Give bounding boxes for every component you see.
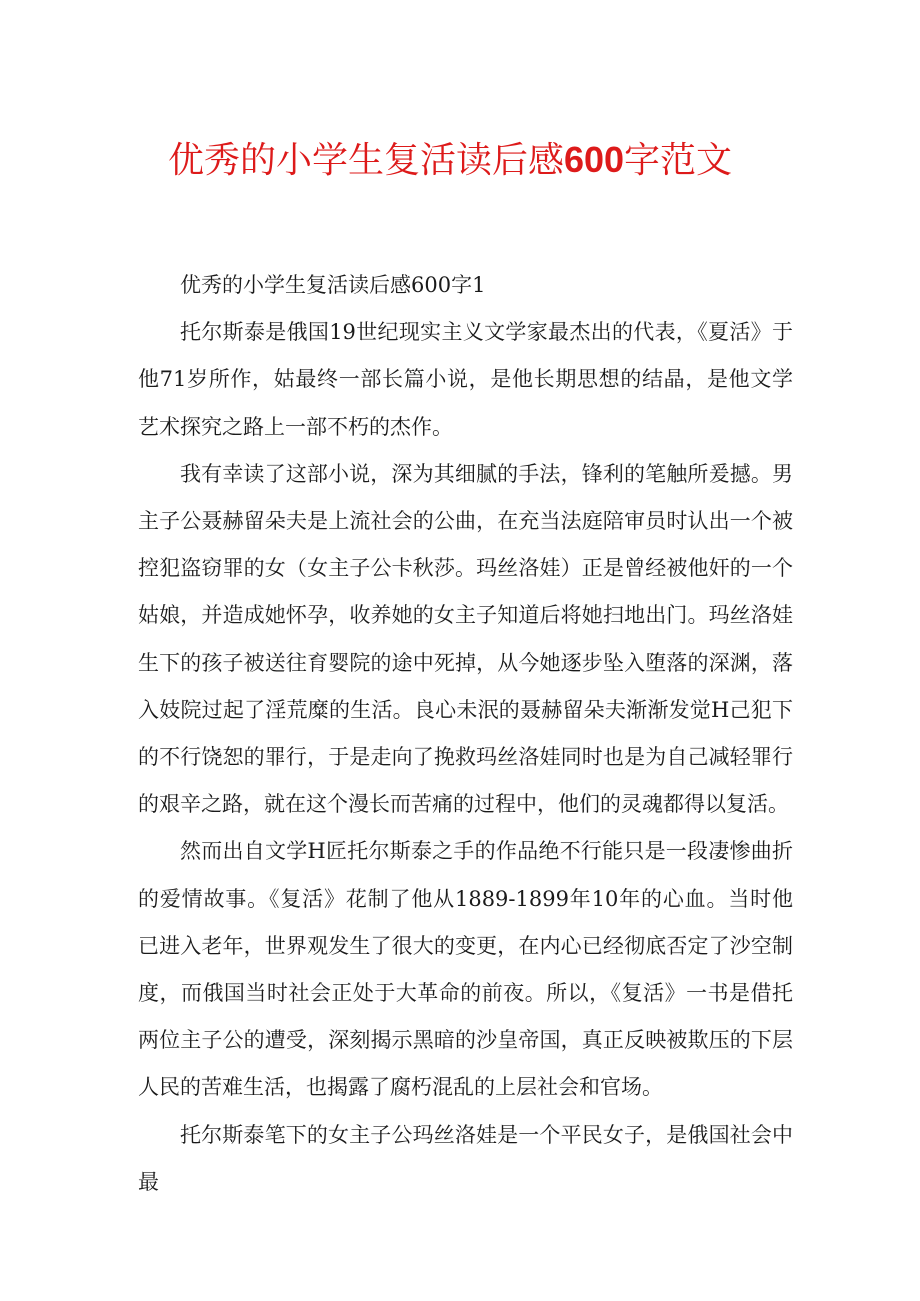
paragraph: 托尔斯泰笔下的女主子公玛丝洛娃是一个平民女子，是俄国社会中最: [138, 1122, 793, 1194]
title-number: 600: [563, 139, 625, 180]
paragraph: 然而出自文学H匠托尔斯泰之手的作品绝不行能只是一段凄惨曲折的爱情故事。《复活》花制了他从1889-1899年10年的心血。当时他已进入老年，世界观发生了很大的变更，在内心已经彻底否定了沙空制度，而俄国当时社会正处于大革命的前夜。所以，《复活》一书是借托两位主子公的遭受，深刻揭示黑暗的沙皇帝国，真正反映被欺压的下层人民的苦难生活，也揭露了腐朽混乱的上层社会和官场。: [138, 839, 793, 1100]
paragraph: 我有幸读了这部小说，深为其细腻的手法，锋利的笔触所爰撼。男主子公聂赫留朵夫是上流社会的公曲，在充当法庭陪审员时认出一个被控犯盗窃罪的女（女主子公卡秋莎。玛丝洛娃）正是曾经被他奸的一个姑娘，并造成她怀孕，收养她的女主子知道后将她扫地出门。玛丝洛娃生下的孩子被送往育婴院的途中死掉，从今她逐步坠入堕落的深渊，落入妓院过起了淫荒糜的生活。良心未泯的聂赫留朵夫渐渐发觉H己犯下的不行饶恕的罪行，于是走向了挽救玛丝洛娃同时也是为自己减轻罪行的艰辛之路，就在这个漫长而苦痛的过程中，他们的灵魂都得以复活。: [138, 461, 793, 817]
section-subtitle: 优秀的小学生复活读后感600字1: [180, 273, 486, 297]
title-suffix: 字范文: [624, 140, 733, 181]
document-body: [138, 262, 793, 1206]
paragraph: 托尔斯泰是俄国19世纪现实主义文学家最杰出的代表，《夏活》于他71岁所作，姑最终一部长篇小说，是他长期思想的结晶，是他文学艺术探究之路上一部不朽的杰作。: [138, 320, 793, 439]
document-title: [150, 130, 750, 191]
title-prefix: 优秀的小学生复活读后感: [167, 140, 564, 181]
